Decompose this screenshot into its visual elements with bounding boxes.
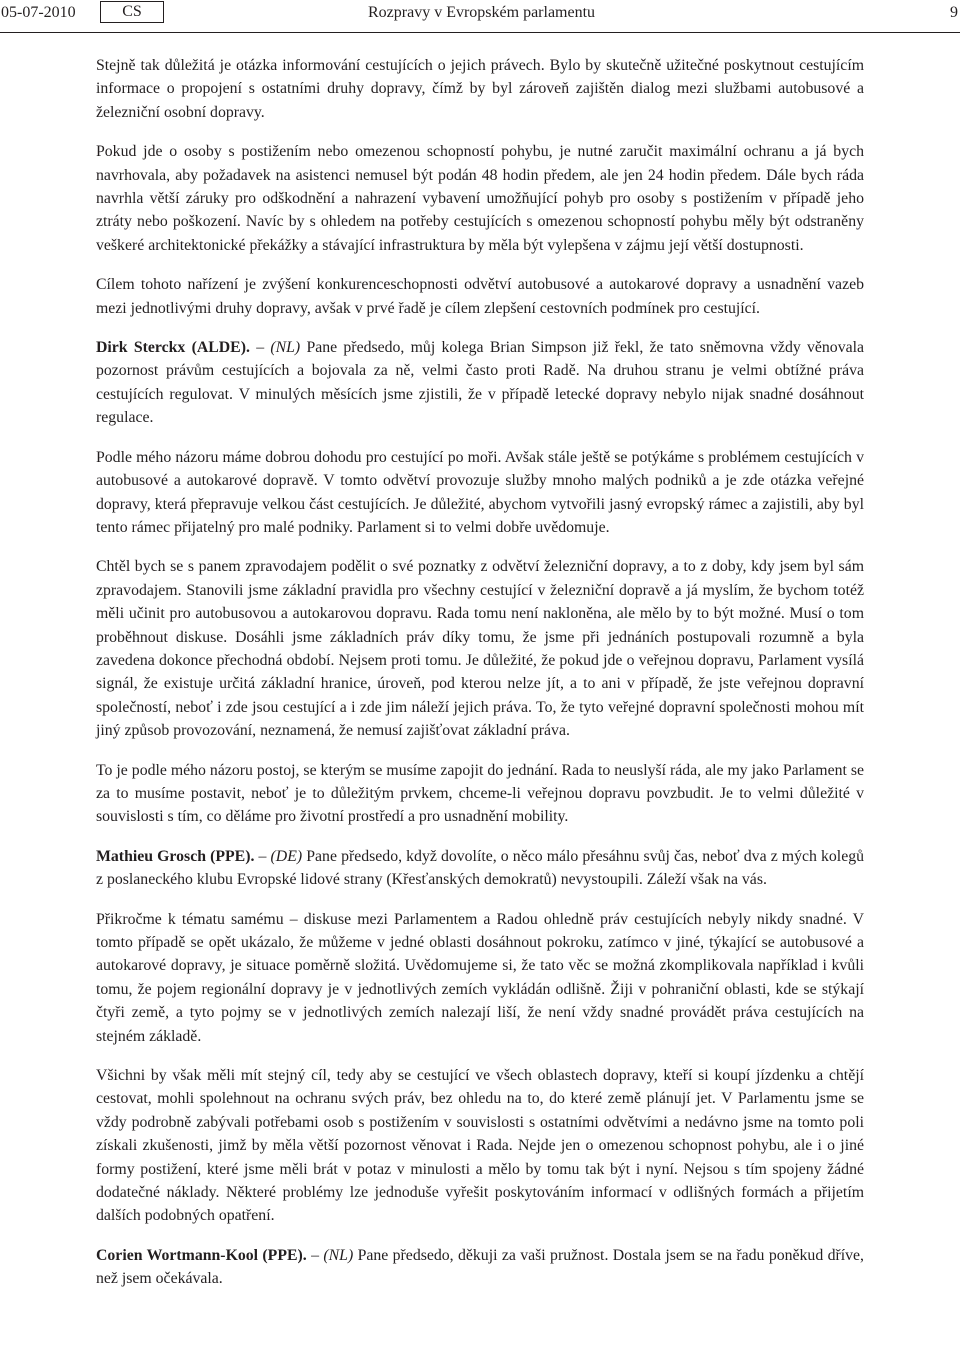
paragraph xyxy=(96,273,864,320)
paragraph-text: Pokud jde o osoby s postižením nebo omezenou schopností pohybu, je nutné zaručit maximální ochranu a já bych navrhovala, aby požadavek na asistenci nemusel být podán 48 hodin předem, ale jen 24 hodin předem. Dále bych ráda navrhla větší záruky pro odškodnění a nahrazení vybavení umožňující pohyb pro osoby s postižením v případě jeho ztráty nebo poškození. Navíc by s ohledem na potřeby cestujících s omezenou schopností pohybu měly být odstraněny veškeré architektonické překážky a stávající infrastruktura by měla být vylepšena v zájmu její větší dostupnosti. xyxy=(96,143,864,254)
header-date: 05-07-2010 xyxy=(1,4,76,21)
paragraph-text: Všichni by však měli mít stejný cíl, tedy aby se cestující ve všech oblastech dopravy, kteří si koupí jízdenku a chtějí cestovat, mohli spolehnout na ochranu svých práv, bez ohledu na to, do které země plánují jet. V Parlamentu jsme se vždy podrobně zabývali potřebami osob s postižením v souvislosti s ostatními odvětvími a nedávno jsme na tomto poli získali zkušenosti, jimž by měla větší pozornost věnovat i Rada. Nejde jen o omezenou schopnost pohybu, ale i o jiné formy postižení, které jsme měli brát v potaz v minulosti a mělo by tomu tak být i nyní. Nejsou s tím spojeny žádné dodatečné náklady. Některé problémy lze jednoduše vyřešit poskytováním informací v odlišných formách a přijetím dalších podobných opatření. xyxy=(96,1067,864,1225)
paragraph xyxy=(96,446,864,540)
paragraph-text: Přikročme k tématu samému – diskuse mezi Parlamentem a Radou ohledně práv cestujících nebyly nikdy snadné. V tomto případě se opět ukázalo, že můžeme v jedné oblasti dosáhnout pokroku, zatímco v jiné, týkající se autobusové a autokarové dopravy, je situace poměrně složitá. Uvědomujeme si, že tato věc se možná zkomplikovala například i kvůli tomu, že pojem regionální dopravy je v jednotlivých zemích vykládán odlišně. Žiji v pohraniční oblasti, kde se stýkají čtyři země, a tyto pojmy se v jednotlivých zemích nalezají liší, že není vždy snadné provádět práva cestujících na stejném základě. xyxy=(96,910,864,1045)
speaker-name: Mathieu Grosch (PPE). xyxy=(96,847,255,865)
paragraph-text: Stejně tak důležitá je otázka informování cestujících o jejich právech. Bylo by skutečně užitečné poskytnout cestujícím informace o propojení s ostatními druhy dopravy, čímž by byl zároveň zajištěn dialog mezi službami autobusové a železniční osobní dopravy. xyxy=(96,57,864,121)
speech-language: (NL) xyxy=(270,339,301,357)
speech-language: (DE) xyxy=(270,847,303,865)
paragraph xyxy=(96,908,864,1048)
paragraph-text: Cílem tohoto nařízení je zvýšení konkurenceschopnosti odvětví autobusové a autokarové dopravy a usnadnění vazeb mezi jednotlivými druhy dopravy, avšak v prvé řadě je cílem zlepšení cestovních podmínek pro cestující. xyxy=(96,276,864,317)
paragraph-text: Podle mého názoru máme dobrou dohodu pro cestující po moři. Avšak stále ještě se potýkáme s problémem cestujících v autobusové a autokarové dopravě. V tomto odvětví provozuje služby mnoho malých podniků a je zde otázka veřejné dopravy, která přepravuje velkou část cestujících. Je důležité, abychom vytvořili jasný evropský rámec a zajistili, aby byl tento rámec přijatelný pro malé podniky. Parlament si to velmi dobře uvědomuje. xyxy=(96,448,864,536)
paragraph-text: To je podle mého názoru postoj, se kterým se musíme zapojit do jednání. Rada to neuslyší ráda, ale my jako Parlament se za to musíme postavit, neboť je to důležitým prvkem, chceme-li veřejnou dopravu povzbudit. Je to velmi důležité v souvislosti s tím, co děláme pro životní prostředí a pro usnadnění mobility. xyxy=(96,761,864,826)
page-header xyxy=(0,0,960,34)
document-body xyxy=(96,54,864,1307)
speech-paragraph: Mathieu Grosch (PPE). – (DE) Pane předsedo, když dovolíte, o něco málo přesáhnu svůj čas, neboť dva z mých kolegů z poslaneckého klubu Evropské lidové strany (Křesťanských demokratů) nevystoupili. Záleží však na vás. xyxy=(96,847,865,889)
paragraph xyxy=(96,140,864,257)
paragraph xyxy=(96,54,864,124)
paragraph-text: Chtěl bych se s panem zpravodajem podělit o své poznatky z odvětví železniční dopravy, a to z doby, kdy jsem byl sám zpravodajem. Stanovili jsme základní pravidla pro všechny cestující v železniční dopravě a já myslím, že bychom totéž měli učinit pro autobusovou a autokarovou dopravu. Rada tomu není nakloněna, ale mělo by to být možné. Musí o tom proběhnout diskuse. Dosáhli jsme základních práv díky tomu, že jsme při jednáních postupovali rozumně a byla zavedena dokonce přechodná období. Nejsem proti tomu. Je důležité, že pokud jde o veřejnou dopravu, Parlament vysílá signál, že existuje určitá základní hranice, úroveň, pod kterou nelze jít, a to ani v případě, že jste veřejnou dopravní společností, neboť i zde jsou cestující a i zde jim náleží jejich práva. To, že tyto veřejné dopravní společnosti mohou mít jiný způsob provozování, neznamená, že nemusí zajišťovat základní práva. xyxy=(96,558,864,740)
document-title: Rozpravy v Evropském parlamentu xyxy=(368,4,596,21)
speaker-name: Dirk Sterckx (ALDE). xyxy=(96,339,250,357)
speech-paragraph: Corien Wortmann-Kool (PPE). – (NL) Pane předsedo, děkuji za vaši pružnost. Dostala jsem se na řadu poněkud dříve, než jsem očekávala. xyxy=(96,1246,864,1288)
speech-paragraph: Dirk Sterckx (ALDE). – (NL) Pane předsedo, můj kolega Brian Simpson již řekl, že tato sněmovna vždy věnovala pozornost právům cestujících a bojovala za ně, velmi často proti Radě. Na druhou stranu je velmi obtížné práva cestujících regulovat. V minulých měsících jsme zjistili, že v případě letecké dopravy nebylo nijak snadné dosáhnout regulace. xyxy=(96,339,865,427)
paragraph xyxy=(96,759,864,829)
paragraph-text: Pane předsedo, děkuji za vaši pružnost. Dostala jsem se na řadu poněkud dříve, než jsem očekávala. xyxy=(96,1246,864,1288)
page-number: 9 xyxy=(950,4,958,21)
paragraph xyxy=(96,1064,864,1228)
header-divider xyxy=(0,32,960,33)
paragraph-text: Pane předsedo, můj kolega Brian Simpson již řekl, že tato sněmovna vždy věnovala pozornost právům cestujících a bojovala za ně, velmi často proti Radě. Na druhou stranu je velmi obtížné práva cestujících regulovat. V minulých měsících jsme zjistili, že v případě letecké dopravy nebylo nijak snadné dosáhnout regulace. xyxy=(96,339,865,427)
language-code-box: CS xyxy=(100,1,164,23)
speech-language: (NL) xyxy=(323,1246,354,1264)
paragraph xyxy=(96,555,864,742)
speaker-name: Corien Wortmann-Kool (PPE). xyxy=(96,1246,307,1264)
paragraph-text: Pane předsedo, když dovolíte, o něco málo přesáhnu svůj čas, neboť dva z mých kolegů z poslaneckého klubu Evropské lidové strany (Křesťanských demokratů) nevystoupili. Záleží však na vás. xyxy=(96,847,865,889)
